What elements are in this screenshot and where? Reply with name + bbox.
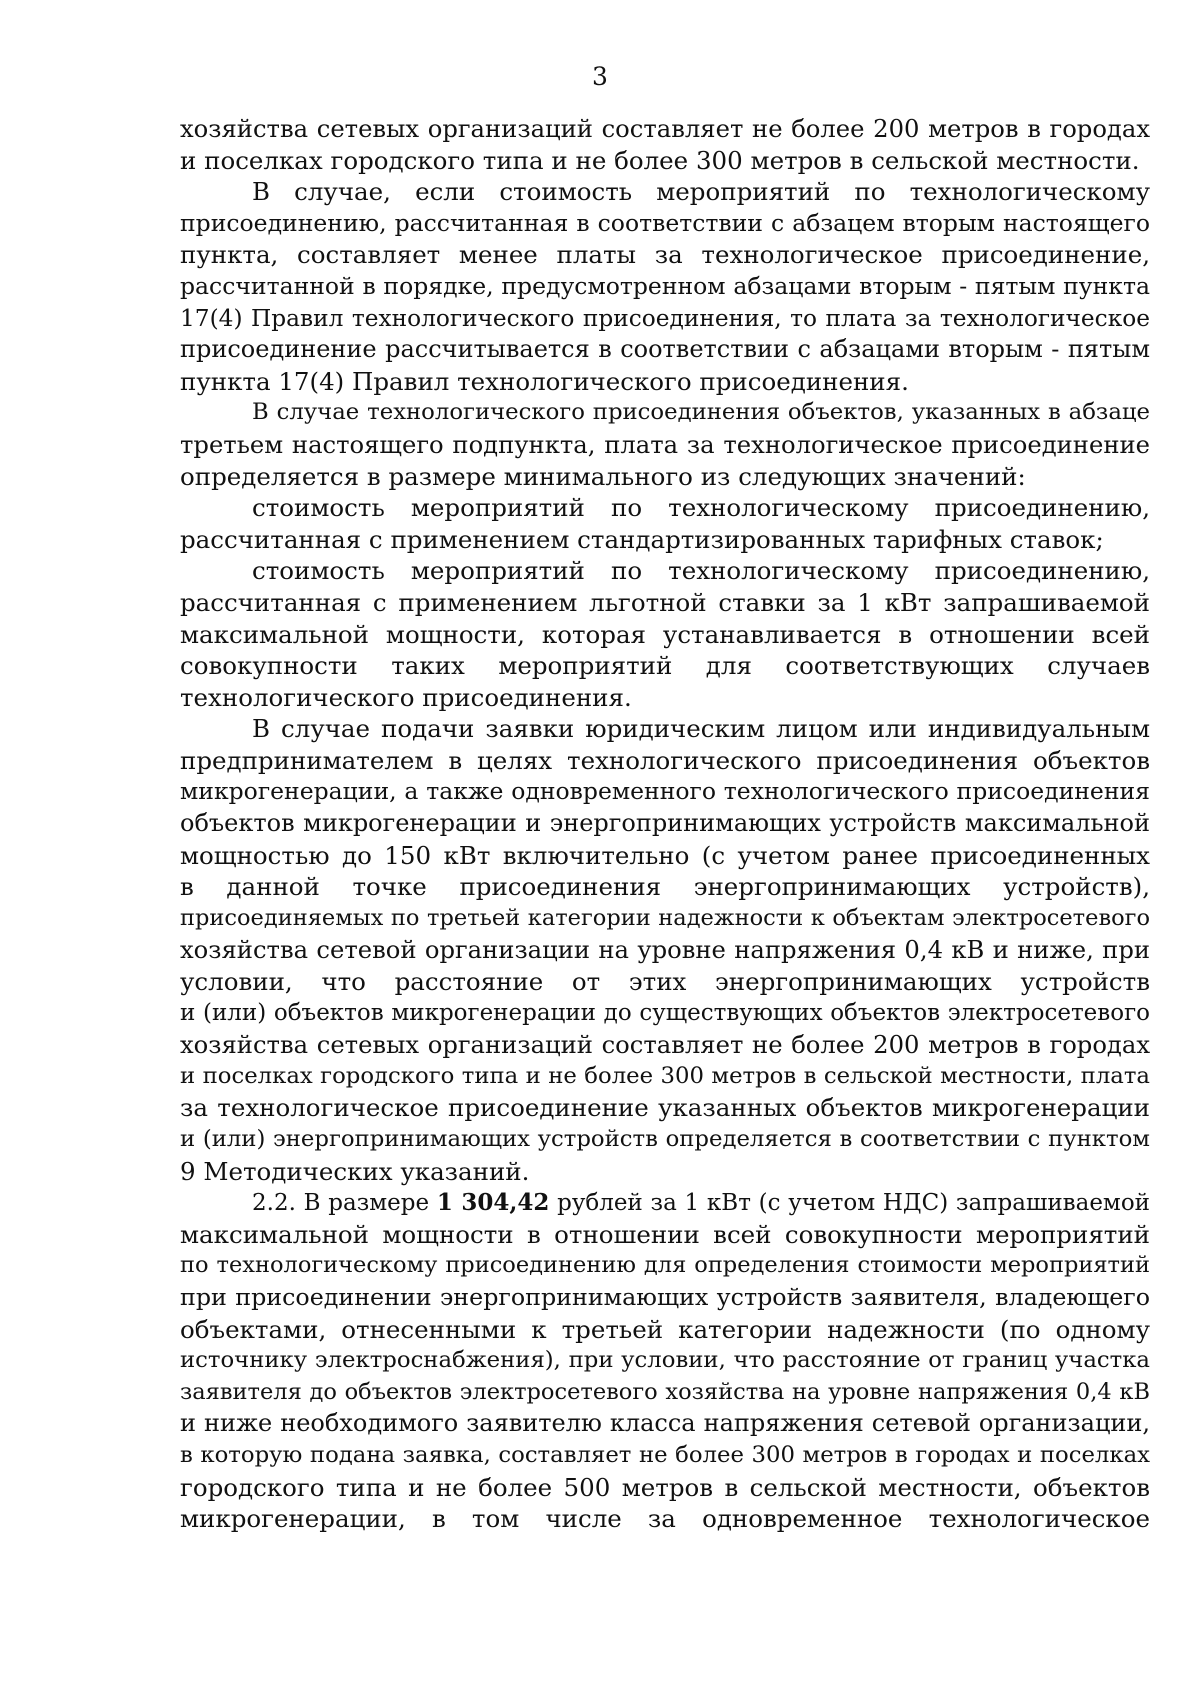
text-line: хозяйства сетевых организаций составляет не более 200 метров в городах xyxy=(180,114,1150,143)
text-line: условии, что расстояние от этих энергопринимающих устройств xyxy=(180,967,1150,997)
text-line: определяется в размере минимального из следующих значений: xyxy=(180,461,1026,491)
text-line: максимальной мощности в отношении всей совокупности мероприятий xyxy=(180,1219,1150,1249)
text-segment: рублей за 1 кВт (с учетом НДС) запрашиваемой xyxy=(549,1190,1150,1217)
text-line: хозяйства сетевых организаций составляет не более 200 метров в городах xyxy=(180,1030,1150,1060)
text-line: рассчитанная с применением льготной ставки за 1 кВт запрашиваемой xyxy=(180,587,1150,617)
text-line: городского типа и не более 500 метров в сельской местности, объектов xyxy=(180,1472,1150,1502)
text-line: пункта, составляет менее платы за технологическое присоединение, xyxy=(180,240,1150,270)
text-line: микрогенерации, а также одновременного технологического присоединения xyxy=(180,777,1150,806)
text-line: и поселках городского типа и не более 300 метров в сельской местности, плата xyxy=(180,1062,1150,1089)
text-line: рассчитанной в порядке, предусмотренном абзацами вторым - пятым пункта xyxy=(180,271,1150,300)
document-body xyxy=(180,113,1150,1535)
text-line: стоимость мероприятий по технологическому присоединению, xyxy=(252,556,1150,586)
text-line: 17(4) Правил технологического присоединения, то плата за технологическое xyxy=(180,304,1150,332)
text-line: в данной точке присоединения энергопринимающих устройств), xyxy=(180,872,1150,902)
text-line: и поселках городского типа и не более 300 метров в сельской местности. xyxy=(180,145,1140,175)
text-line: В случае технологического присоединения объектов, указанных в абзаце xyxy=(252,399,1150,426)
text-line: технологического присоединения. xyxy=(180,682,632,712)
text-line: объектов микрогенерации и энергопринимающих устройств максимальной xyxy=(180,809,1150,838)
text-line: объектами, отнесенными к третьей категории надежности (по одному xyxy=(180,1314,1150,1344)
text-line: и ниже необходимого заявителю класса напряжения сетевой организации, xyxy=(180,1409,1150,1438)
text-line: микрогенерации, в том числе за одновременное технологическое xyxy=(180,1504,1150,1534)
text-line: за технологическое присоединение указанных объектов микрогенерации xyxy=(180,1093,1150,1123)
text-line: пункта 17(4) Правил технологического присоединения. xyxy=(180,366,909,396)
text-line xyxy=(180,1187,1150,1219)
text-line: в которую подана заявка, составляет не более 300 метров в городах и поселках xyxy=(180,1441,1150,1468)
text-line: В случае подачи заявки юридическим лицом или индивидуальным xyxy=(252,714,1150,744)
text-line: максимальной мощности, которая устанавливается в отношении всей xyxy=(180,619,1150,649)
text-line: по технологическому присоединению для определения стоимости мероприятий xyxy=(180,1252,1150,1279)
text-line: мощностью до 150 кВт включительно (с учетом ранее присоединенных xyxy=(180,840,1150,870)
text-line: совокупности таких мероприятий для соответствующих случаев xyxy=(180,651,1150,681)
text-line: заявителя до объектов электросетевого хозяйства на уровне напряжения 0,4 кВ xyxy=(180,1378,1150,1405)
rate-value: 1 304,42 xyxy=(436,1189,550,1217)
text-line: и (или) энергопринимающих устройств определяется в соответствии с пунктом xyxy=(180,1126,1150,1152)
text-line: стоимость мероприятий по технологическому присоединению, xyxy=(252,493,1150,523)
text-line: третьем настоящего подпункта, плата за технологическое присоединение xyxy=(180,429,1150,459)
text-line: присоединяемых по третьей категории надежности к объектам электросетевого xyxy=(180,904,1150,931)
text-line: при присоединении энергопринимающих устройств заявителя, владеющего xyxy=(180,1282,1150,1311)
text-line: рассчитанная с применением стандартизированных тарифных ставок; xyxy=(180,524,1104,554)
text-line: присоединению, рассчитанная в соответствии с абзацем вторым настоящего xyxy=(180,208,1150,237)
text-line: В случае, если стоимость мероприятий по технологическому xyxy=(252,177,1150,207)
text-line: хозяйства сетевой организации на уровне напряжения 0,4 кВ и ниже, при xyxy=(180,935,1150,965)
text-line: и (или) объектов микрогенерации до существующих объектов электросетевого xyxy=(180,999,1150,1026)
text-line: 9 Методических указаний. xyxy=(180,1156,530,1186)
text-segment: 2.2. В размере xyxy=(252,1190,437,1217)
text-line: присоединение рассчитывается в соответствии с абзацами вторым - пятым xyxy=(180,335,1150,364)
text-line: источнику электроснабжения), при условии, что расстояние от границ участка xyxy=(180,1347,1150,1374)
text-line: предпринимателем в целях технологического присоединения объектов xyxy=(180,745,1150,775)
page-number: 3 xyxy=(592,62,608,91)
